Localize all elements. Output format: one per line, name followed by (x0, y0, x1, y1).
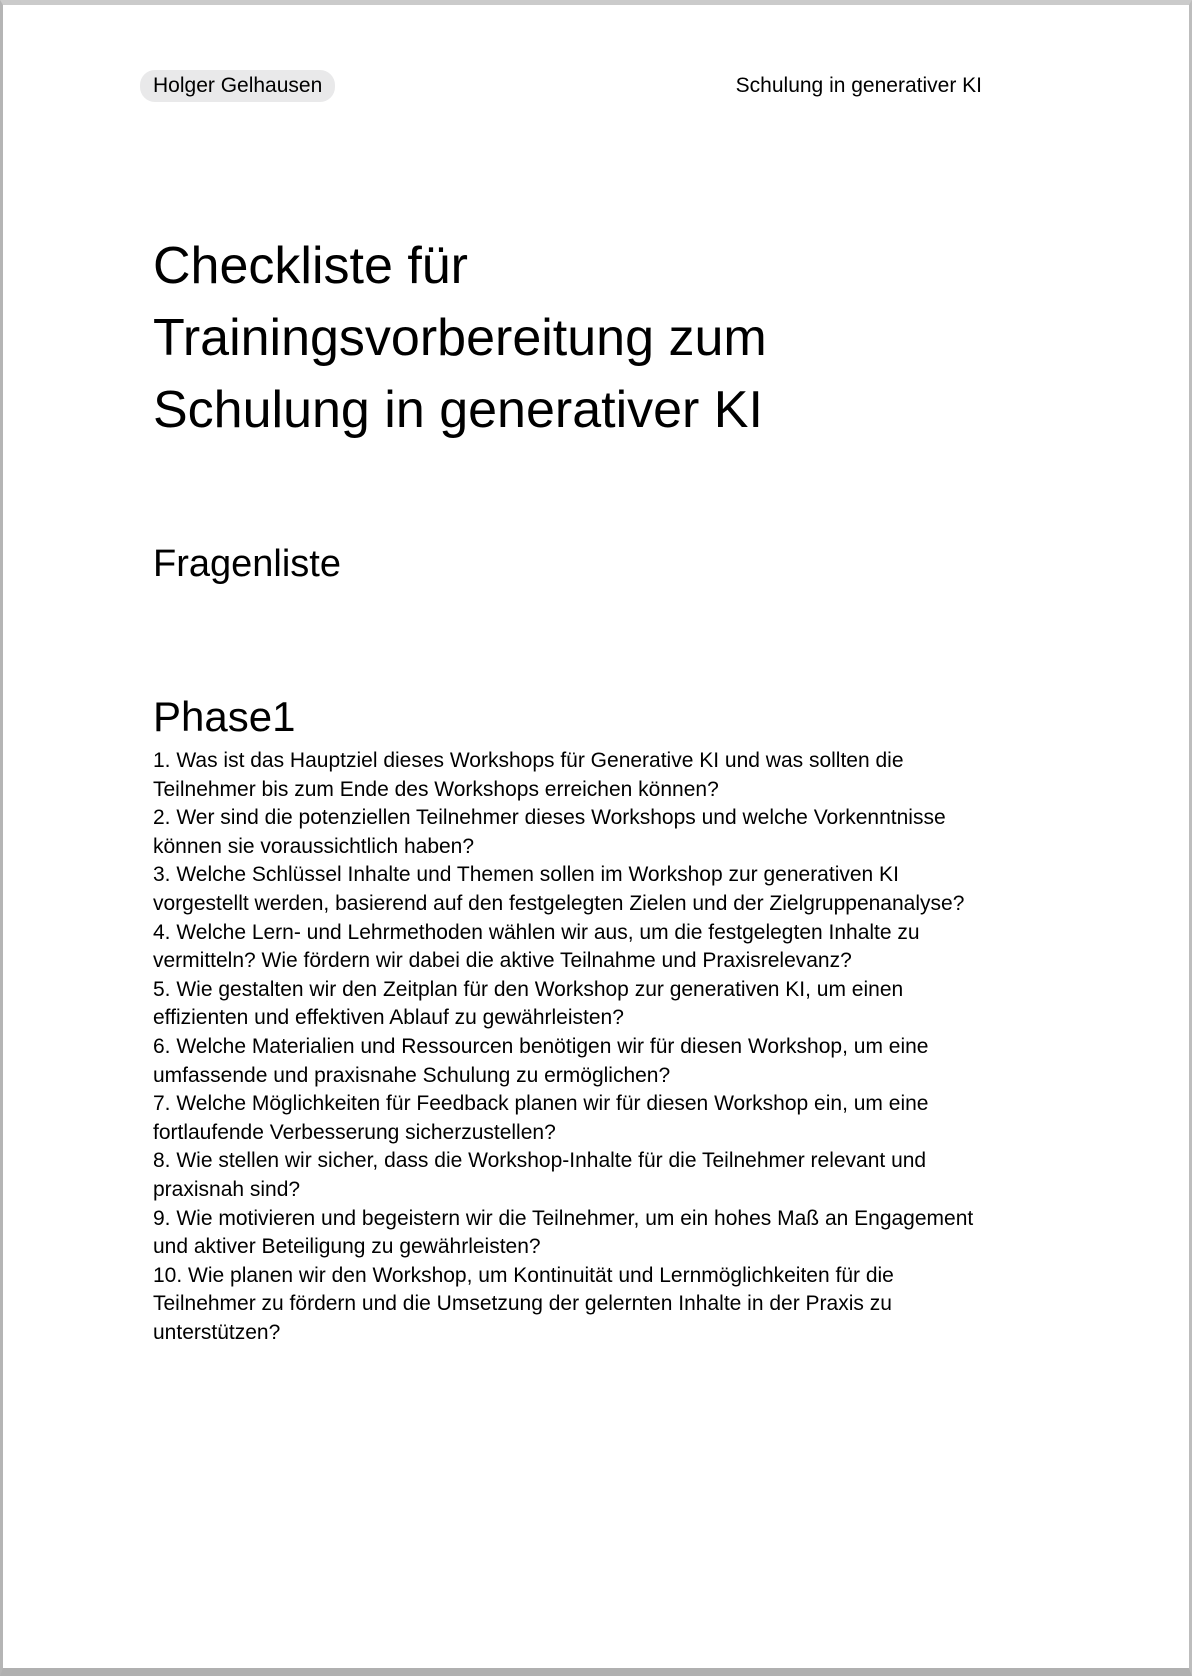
question-item-8: 8. Wie stellen wir sicher, dass die Workshop-Inhalte für die Teilnehmer relevant und praxisnah sind? (153, 1149, 927, 1201)
header-topic-text: Schulung in generativer KI (735, 74, 982, 97)
question-item-3: 3. Welche Schlüssel Inhalte und Themen sollen im Workshop zur generativen KI vorgestellt werden, basierend auf den festgelegten Zielen und der Zielgruppenanalyse? (153, 863, 965, 915)
question-item-9: 9. Wie motivieren und begeistern wir die Teilnehmer, um ein hohes Maß an Engagement und aktiver Beteiligung zu gewährleisten? (153, 1206, 974, 1259)
question-item-1: 1. Was ist das Hauptziel dieses Workshops für Generative KI und was sollten die Teilnehmer bis zum Ende des Workshops erreichen können? (153, 749, 904, 801)
question-list (153, 747, 998, 1347)
section-heading-phase1: Phase1 (153, 693, 296, 740)
question-item-7: 7. Welche Möglichkeiten für Feedback planen wir für diesen Workshop ein, um eine fortlaufende Verbesserung sicherzustellen? (153, 1092, 929, 1144)
document-title: Checkliste für Trainingsvorbereitung zum Schulung in generativer KI (153, 237, 767, 439)
question-item-2: 2. Wer sind die potenziellen Teilnehmer dieses Workshops und welche Vorkenntnisse können sie voraussichtlich haben? (153, 806, 946, 858)
page-header (153, 72, 982, 100)
author-name-pill: Holger Gelhausen (140, 70, 335, 102)
question-item-4: 4. Welche Lern- und Lehrmethoden wählen wir aus, um die festgelegten Inhalte zu vermitteln? Wie fördern wir dabei die aktive Teilnahme und Praxisrelevanz? (153, 920, 920, 973)
question-item-6: 6. Welche Materialien und Ressourcen benötigen wir für diesen Workshop, um eine umfassende und praxisnahe Schulung zu ermöglichen? (153, 1034, 929, 1087)
question-item-10: 10. Wie planen wir den Workshop, um Kontinuität und Lernmöglichkeiten für die Teilnehmer zu fördern und die Umsetzung der gelernten Inhalte in der Praxis zu unterstützen? (153, 1263, 894, 1344)
document-subtitle: Fragenliste (153, 543, 341, 585)
page-content (3, 5, 1189, 1347)
question-item-5: 5. Wie gestalten wir den Zeitplan für den Workshop zur generativen KI, um einen effizienten und effektiven Ablauf zu gewährleisten? (153, 977, 904, 1030)
